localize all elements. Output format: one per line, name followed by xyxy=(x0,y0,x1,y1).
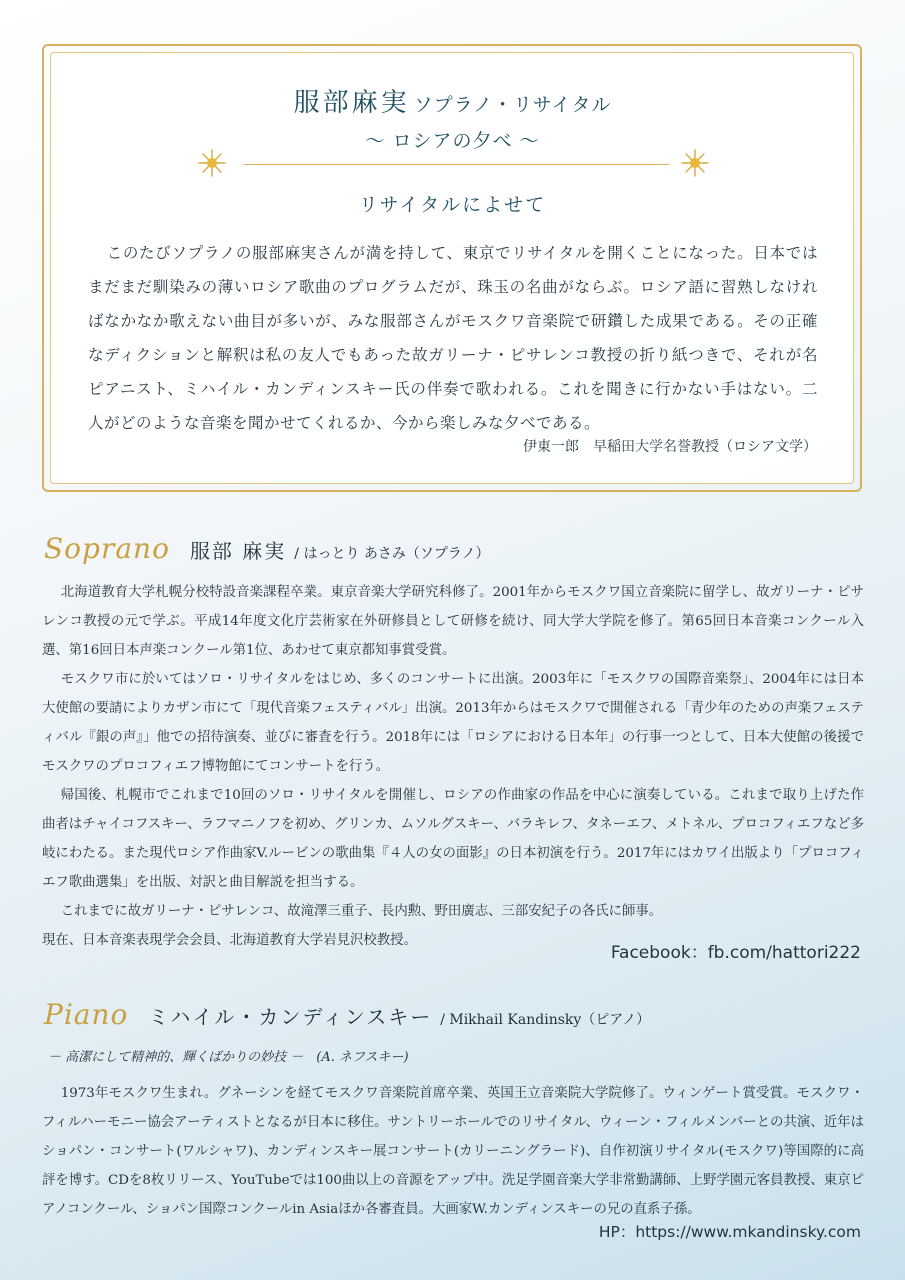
soprano-bio-paragraph: モスクワ市に於いてはソロ・リサイタルをはじめ、多くのコンサートに出演。2003年に「モスクワの国際音楽祭」、2004年には日本大使館の要請によりカザン市にて「現代音楽フェスティバル」出演。2013年からはモスクワで開催される「青少年のための声楽フェスティバル『銀の声』」他での招待演奏、並びに審査を行う。2018年には「ロシアにおける日本年」の行事一つとして、日本大使館の後援でモスクワのプロコフィエフ博物館にてコンサートを行う。 xyxy=(42,672,864,774)
piano-role-label: Piano xyxy=(44,998,129,1031)
title-divider xyxy=(244,164,669,165)
title-recital-label: ソプラノ・リサイタル xyxy=(413,94,612,116)
soprano-biography xyxy=(42,578,864,955)
pianist-biography xyxy=(42,1079,864,1224)
soprano-bio-paragraph: 北海道教育大学札幌分校特設音楽課程卒業。東京音楽大学研究科修了。2001年からモスクワ国立音楽院に留学し、故ガリーナ・ピサレンコ教授の元で学ぶ。平成14年度文化庁芸術家在外研修員として研修を続け、同大学大学院を修了。第65回日本音楽コンクール入選、第16回日本声楽コンクール第1位、あわせて東京都知事賞受賞。 xyxy=(42,585,864,658)
piano-header xyxy=(44,998,650,1031)
soprano-name: 服部 麻実 xyxy=(189,539,287,563)
soprano-bio-paragraph: 現在、日本音楽表現学会会員、北海道教育大学岩見沢校教授。 xyxy=(42,933,417,948)
homepage-link[interactable]: HP：https://www.mkandinsky.com xyxy=(598,1223,861,1241)
message-signature: 伊東一郎 早稲田大学名誉教授（ロシア文学） xyxy=(523,439,817,455)
pianist-name: ミハイル・カンディンスキー xyxy=(148,1005,433,1029)
title-singer-name: 服部麻実 xyxy=(293,88,410,118)
soprano-bio-paragraph: 帰国後、札幌市でこれまで10回のソロ・リサイタルを開催し、ロシアの作曲家の作品を中心に演奏している。これまで取り上げた作曲者はチャイコフスキー、ラフマニノフを初め、グリンカ、ムソルグスキー、バラキレフ、タネーエフ、メトネル、プロコフィエフなど多岐にわたる。また現代ロシア作曲家V.ルービンの歌曲集『４人の女の面影』の日本初演を行う。2017年にはカワイ出版より「プロコフィエフ歌曲選集」を出版、対訳と曲目解説を担当する。 xyxy=(42,788,864,890)
sun-sparkle-icon xyxy=(197,148,227,178)
pianist-reading: / Mikhail Kandinsky（ピアノ） xyxy=(440,1012,651,1028)
soprano-role-label: Soprano xyxy=(44,532,170,565)
pianist-bio-paragraph: 1973年モスクワ生まれ。グネーシンを経てモスクワ音楽院首席卒業、英国王立音楽院大学院修了。ウィンゲート賞受賞。モスクワ・フィルハーモニー協会アーティストとなるが日本に移住。サントリーホールでのリサイタル、ウィーン・フィルメンバーとの共演、近年はショパン・コンサート(ワルシャワ)、カンディンスキー展コンサート(カリーニングラード)、自作初演リサイタル(モスクワ)等国際的に高評を博す。CDを8枚リリース、YouTubeでは100曲以上の音源をアップ中。洗足学園音楽大学非常勤講師、上野学園元客員教授、東京ピアノコンクール、ショパン国際コンクールin Asiaほか各審査員。大画家W.カンディンスキーの兄の直系子孫。 xyxy=(42,1086,864,1217)
recital-subtitle: ～ ロシアの夕べ ～ xyxy=(365,130,540,152)
facebook-link[interactable]: Facebook：fb.com/hattori222 xyxy=(610,943,861,963)
sun-sparkle-icon xyxy=(680,148,710,178)
message-heading: リサイタルによせて xyxy=(358,194,547,216)
recommendation-message: このたびソプラノの服部麻実さんが満を持して、東京でリサイタルを開くことになった。日本ではまだまだ馴染みの薄いロシア歌曲のプログラムだが、珠玉の名曲がならぶ。ロシア語に習熟しなければなかなか歌えない曲目が多いが、みな服部さんがモスクワ音楽院で研鑽した成果である。その正確なディクションと解釈は私の友人でもあった故ガリーナ・ピサレンコ教授の折り紙つきで、それが名ピアニスト、ミハイル・カンディンスキー氏の伴奏で歌われる。これを聞きに行かない手はない。二人がどのような音楽を聞かせてくれるか、今から楽しみな夕べである。 xyxy=(88,244,818,432)
recital-title xyxy=(0,82,905,119)
soprano-bio-paragraph: これまでに故ガリーナ・ピサレンコ、故滝澤三重子、長内勲、野田廣志、三部安紀子の各氏に師事。 xyxy=(60,904,663,919)
soprano-reading: / はっとり あさみ（ソプラノ） xyxy=(294,546,490,562)
pianist-tagline: － 高潔にして精神的、輝くばかりの妙技 － (A. ネフスキー) xyxy=(48,1050,409,1065)
soprano-header xyxy=(44,532,490,565)
